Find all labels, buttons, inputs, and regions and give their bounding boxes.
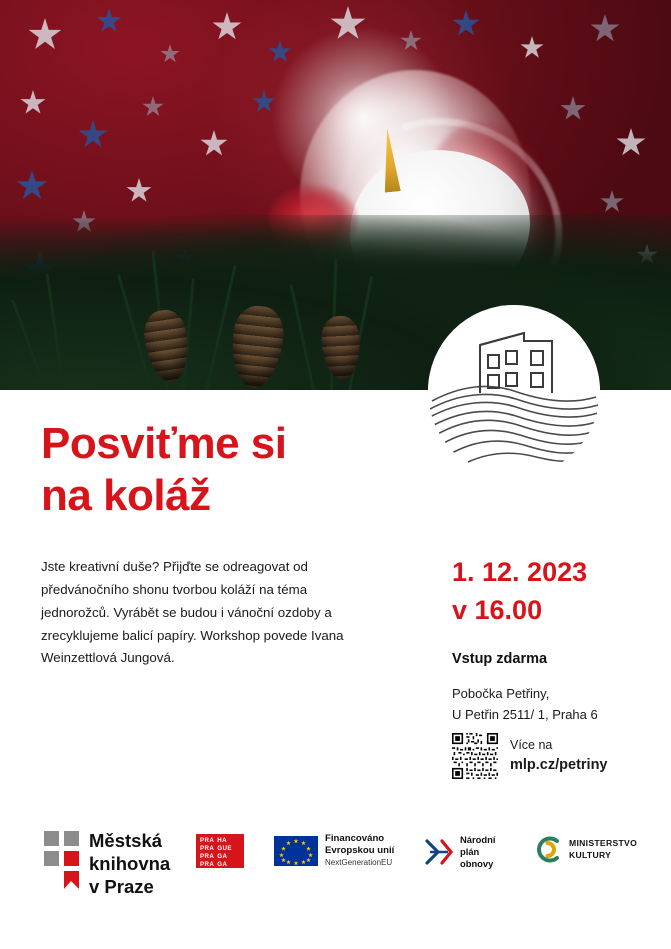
pine-needle — [290, 284, 315, 390]
prague-logo — [196, 834, 244, 868]
prague-logo-l2: HA — [217, 837, 228, 844]
prague-logo-l4: GUE — [217, 844, 232, 852]
eu-text-line-2: Evropskou unií — [325, 844, 395, 856]
qr-labels — [510, 736, 608, 775]
footer-logos — [0, 815, 671, 949]
eu-text-line-3: NextGenerationEU — [325, 857, 393, 867]
branch-building-icon — [428, 305, 600, 477]
recovery-plan-logo — [424, 834, 495, 871]
ministry-text — [569, 838, 637, 861]
pine-needle — [11, 299, 47, 390]
eu-flag-icon — [274, 836, 318, 866]
npo-line-3: obnovy — [460, 858, 494, 870]
library-mark-icon — [44, 831, 80, 889]
venue-line-2: U Petřin 2511/ 1, Praha 6 — [452, 706, 598, 722]
prague-logo-l8: GA — [217, 860, 228, 868]
qr-section[interactable] — [452, 733, 608, 779]
title-line-2: na koláž — [41, 470, 211, 520]
prague-logo-l6: GA — [217, 852, 228, 860]
entry-info: Vstup zdarma — [452, 651, 548, 667]
recovery-plan-icon — [424, 837, 454, 867]
event-date: 1. 12. 2023 — [452, 557, 588, 587]
prague-logo-l7: PRA — [200, 860, 215, 868]
event-datetime — [452, 553, 587, 630]
npo-line-1: Národní — [460, 834, 496, 845]
ministry-of-culture-logo — [533, 835, 637, 864]
eu-text-line-1: Financováno — [325, 833, 385, 844]
event-time: v 16.00 — [452, 595, 543, 626]
prague-logo-l3: PRA — [200, 844, 215, 852]
ministry-line-1: MINISTERSTVO — [569, 837, 638, 848]
qr-code-icon[interactable] — [452, 733, 498, 779]
pinecone — [228, 304, 286, 390]
branch-circle-logo — [428, 305, 600, 477]
more-info-label: Více na — [510, 738, 553, 753]
venue-line-1: Pobočka Petřiny, — [452, 686, 550, 701]
eu-funding-logo — [274, 833, 394, 868]
pine-needle — [205, 265, 237, 390]
venue-address — [452, 684, 598, 726]
library-name-line-3: v Praze — [89, 876, 154, 898]
pine-needle — [46, 273, 65, 390]
title-line-1: Posviťme si — [41, 419, 287, 468]
ministry-icon — [533, 835, 562, 864]
npo-line-2: plán — [460, 846, 480, 858]
page-title — [41, 418, 421, 522]
library-name-line-1: Městská — [89, 830, 163, 851]
website-url[interactable]: mlp.cz/petriny — [510, 756, 608, 773]
prague-logo-l1: PRA — [200, 837, 215, 844]
pinecone — [320, 315, 361, 381]
eu-funding-text — [325, 833, 394, 868]
library-name — [89, 829, 170, 898]
recovery-plan-text — [460, 834, 495, 871]
library-logo — [44, 829, 170, 898]
ministry-line-2: KULTURY — [569, 849, 612, 860]
library-name-line-2: knihovna — [89, 853, 171, 875]
description-text: Jste kreativní duše? Přijďte se odreagovat od předvánočního shonu tvorbou koláží na téma jednorožců. Vyrábět se budou i vánoční ozdoby a zrecyklujeme balicí papíry. Workshop povede Ivana Weinzettlová Jungová. — [41, 559, 344, 666]
prague-logo-l5: PRA — [200, 852, 215, 860]
